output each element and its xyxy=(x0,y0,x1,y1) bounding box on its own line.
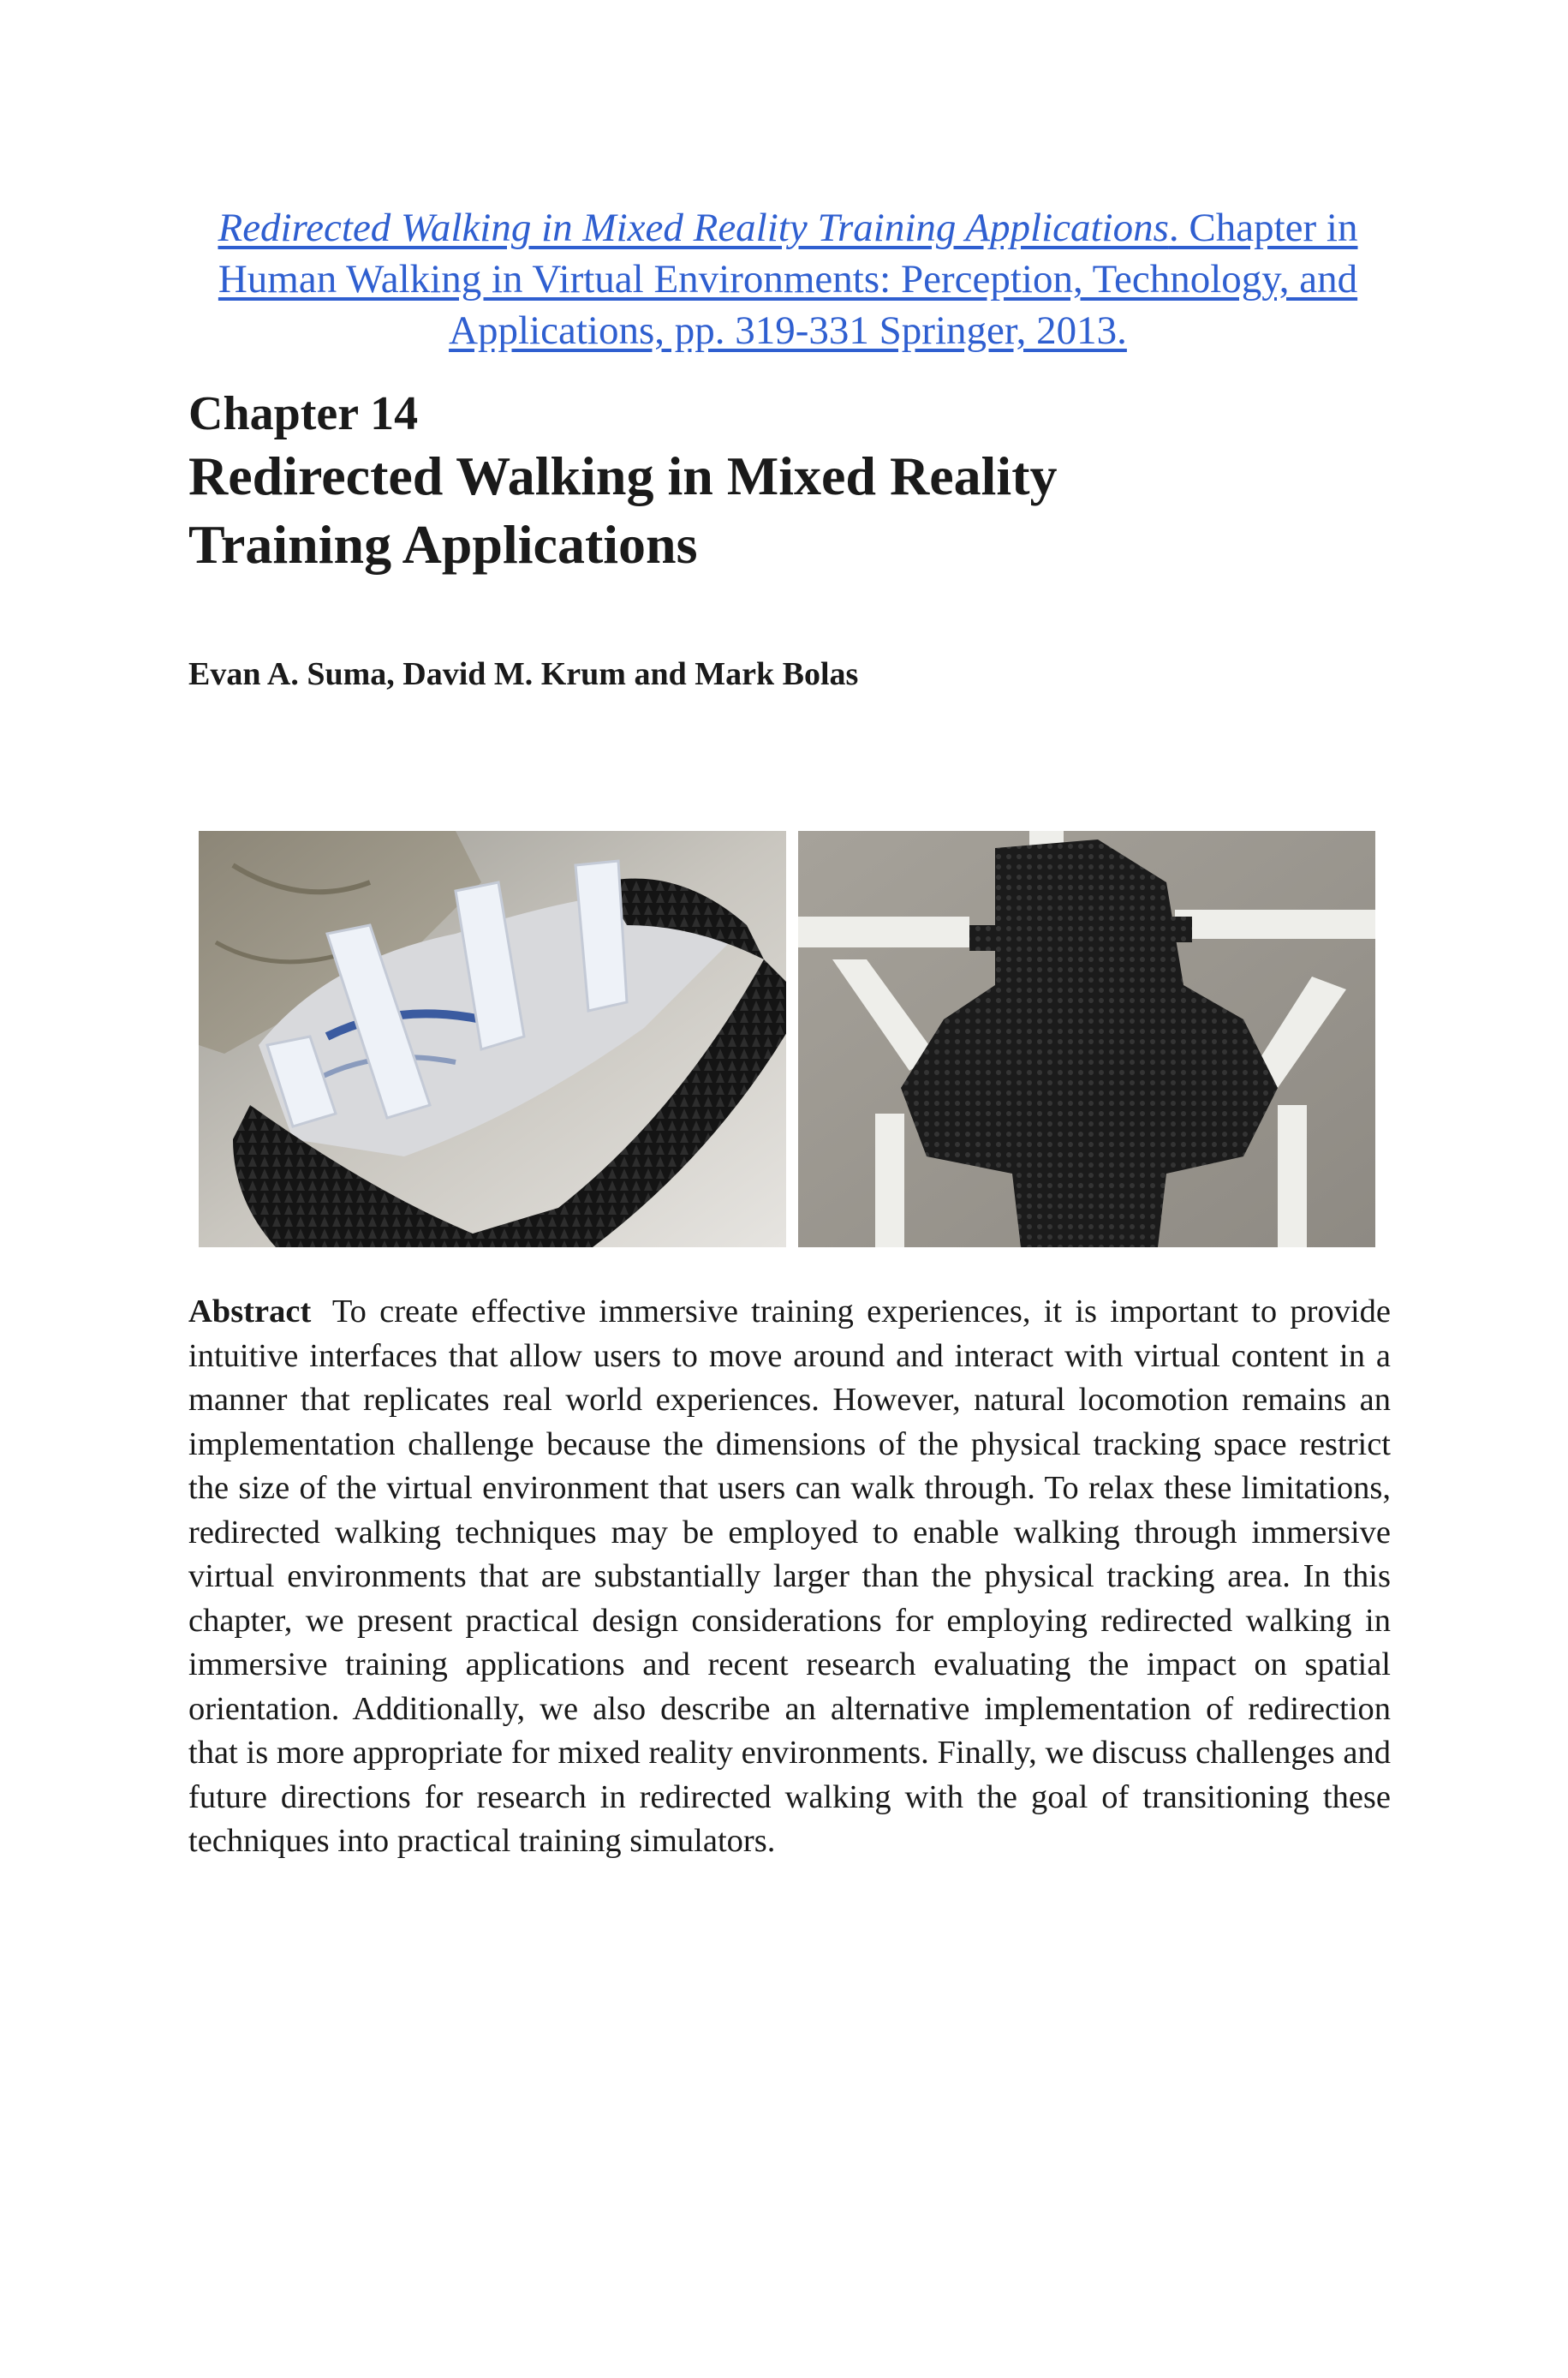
abstract-label: Abstract xyxy=(188,1294,312,1329)
citation-details[interactable]: . Chapter in Human Walking in Virtual Environments: Perception, Technology, and Applications, pp. 319-331 Springer, 2013. xyxy=(218,206,1358,353)
chapter-title-line1: Redirected Walking in Mixed Reality xyxy=(188,445,1058,506)
figure xyxy=(199,831,1375,1247)
citation-title[interactable]: Redirected Walking in Mixed Reality Training Applications xyxy=(218,206,1169,250)
chapter-title-line2: Training Applications xyxy=(188,514,698,575)
shoe-with-textured-sole-photo-icon xyxy=(199,831,786,1247)
abstract xyxy=(188,1290,1391,1864)
abstract-text: To create effective immersive training experiences, it is important to provide intuitive interfaces that allow users to move around and interact with virtual content in a manner that replicates real world experiences. However, natural locomotion remains an implementation challenge because the dimensions of the physical tracking space restrict the size of the virtual environment that users can walk through. To relax these limitations, redirected walking techniques may be employed to enable walking through immersive virtual environments that are substantially larger than the physical tracking area. In this chapter, we present practical design considerations for employing redirected walking in immersive training applications and recent research evaluating the impact on spatial orientation. Additionally, we also describe an alternative implementation of redirection that is more appropriate for mixed reality environments. Finally, we discuss challenges and future directions for research in redirected walking with the goal of transitioning these techniques into practical training simulators. xyxy=(188,1294,1391,1859)
citation-link[interactable] xyxy=(163,202,1413,356)
chapter-number: Chapter 14 xyxy=(188,387,419,440)
authors: Evan A. Suma, David M. Krum and Mark Bolas xyxy=(188,656,859,692)
chapter-title xyxy=(188,442,1302,579)
textured-sole-flat-photo-icon xyxy=(798,831,1375,1247)
